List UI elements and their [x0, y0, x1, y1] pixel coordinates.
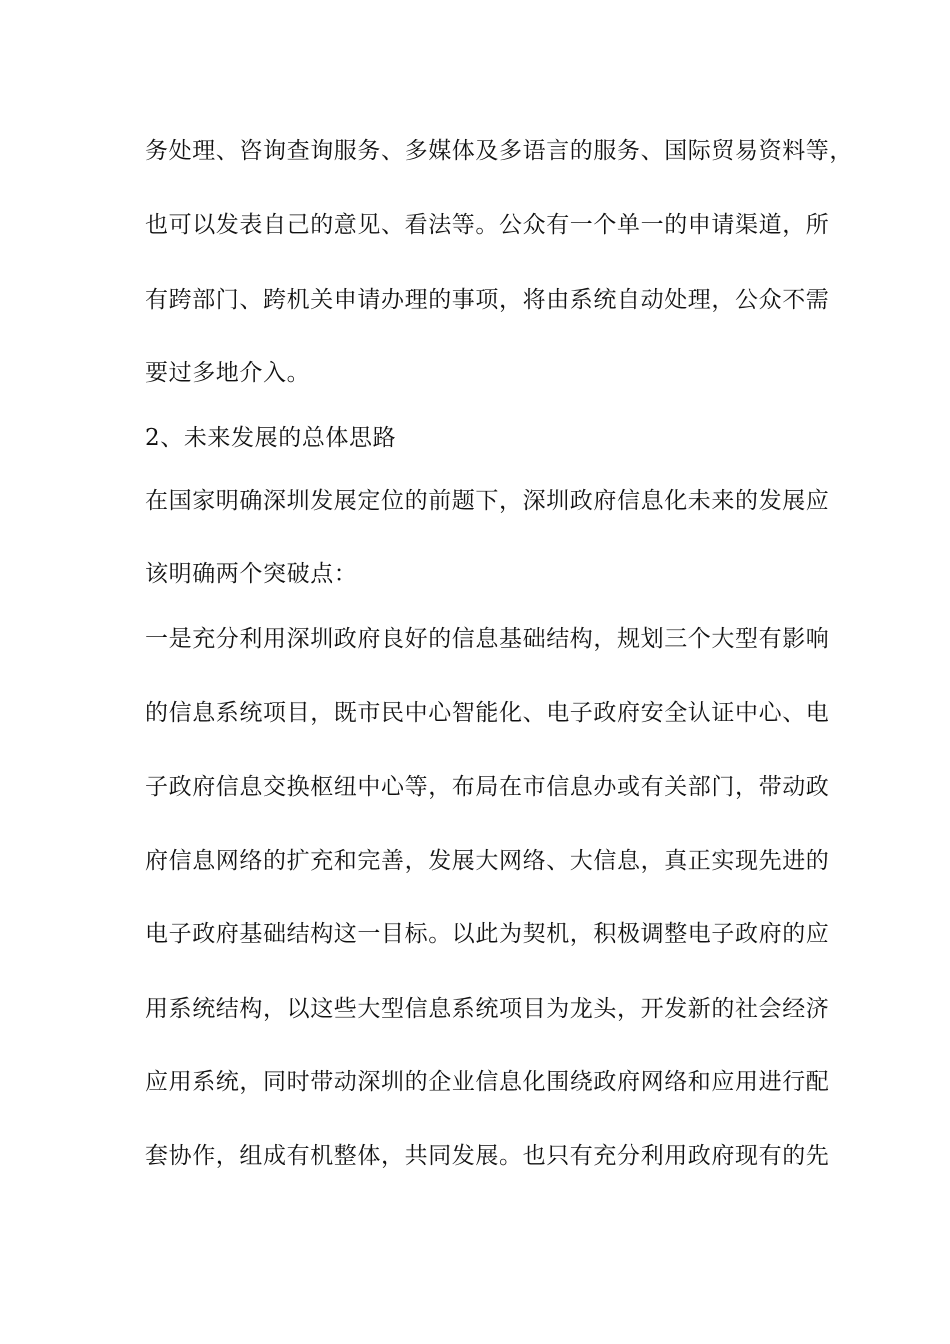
section-heading: 2、未来发展的总体思路 [145, 425, 397, 451]
paragraph-line: 应用系统，同时带动深圳的企业信息化围绕政府网络和应用进行配 [145, 1069, 830, 1095]
paragraph-line: 务处理、咨询查询服务、多媒体及多语言的服务、国际贸易资料等， [145, 138, 853, 164]
paragraph-line: 有跨部门、跨机关申请办理的事项，将由系统自动处理，公众不需 [145, 287, 830, 313]
paragraph-line: 也可以发表自己的意见、看法等。公众有一个单一的申请渠道，所 [145, 212, 830, 238]
paragraph-line: 一是充分利用深圳政府良好的信息基础结构，规划三个大型有影响 [145, 626, 830, 652]
paragraph-line: 该明确两个突破点： [145, 561, 358, 587]
paragraph-line: 电子政府基础结构这一目标。以此为契机，积极调整电子政府的应 [145, 921, 830, 947]
paragraph-line: 子政府信息交换枢纽中心等，布局在市信息办或有关部门，带动政 [145, 774, 830, 800]
paragraph-line: 府信息网络的扩充和完善，发展大网络、大信息，真正实现先进的 [145, 848, 830, 874]
paragraph-line: 在国家明确深圳发展定位的前题下，深圳政府信息化未来的发展应 [145, 488, 830, 514]
paragraph-line: 的信息系统项目，既市民中心智能化、电子政府安全认证中心、电 [145, 700, 830, 726]
paragraph-line: 要过多地介入。 [145, 360, 311, 386]
paragraph-line: 套协作，组成有机整体，共同发展。也只有充分利用政府现有的先 [145, 1143, 830, 1169]
paragraph-line: 用系统结构，以这些大型信息系统项目为龙头，开发新的社会经济 [145, 996, 830, 1022]
